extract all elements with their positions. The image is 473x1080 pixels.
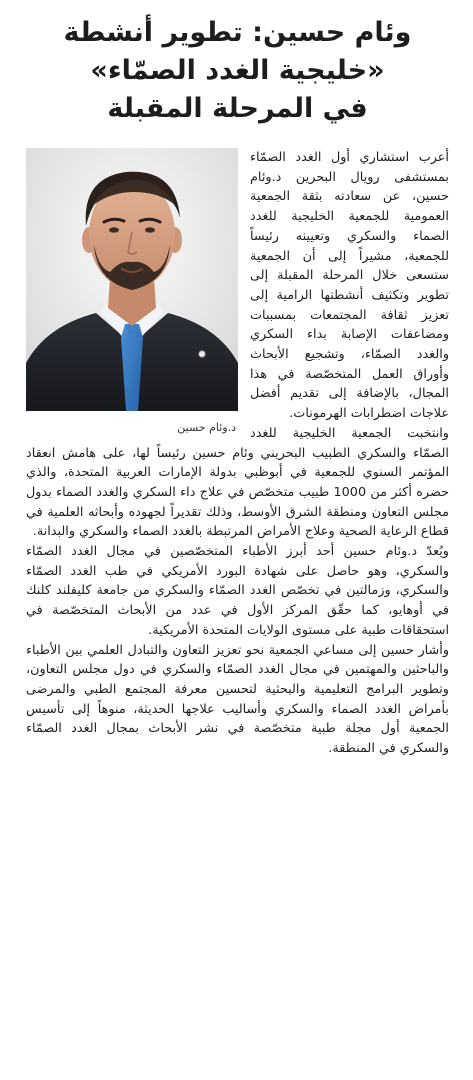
photo-caption: د.وئام حسين (177, 421, 236, 434)
headline-line-2: «خليجية الغدد الصمّاء» (90, 55, 385, 86)
paragraph-3: ويُعدّ د.وئام حسين أحد أبرز الأطباء المتخصّصين في مجال الغدد الصمّاء والسكري، وهو حاصل على شهادة البورد الأمريكي في طب الغدد الصمّاء والسكري، وزمالتين في تخصّص الغدد الصمّاء والسكري من جامعة كليفلند كلنك في أوهايو، كما حقّق المركز الأول في عدد من الأبحاث المتخصّصة في استحقاقات طبية على مستوى الولايات المتحدة الأمريكية. (26, 544, 449, 638)
headline-line-1: وئام حسين: تطوير أنشطة (63, 17, 412, 48)
portrait-illustration (26, 148, 238, 411)
article-body (26, 148, 449, 759)
portrait-photo (26, 148, 238, 411)
paragraph-1: أعرب استشاري أول الغدد الصمّاء بمستشفى رويال البحرين د.وئام حسين، عن سعادته بثقة الجمعية العمومية للجمعية الخليجية للغدد الصماء والسكري وتعيينه رئيساً للجمعية، مشيراً إلى أن الجمعية ستسعى خلال المرحلة المقبلة إلى تطوير وتكثيف أنشطتها الرامية إلى تعزيز ثقافة المجتمعات بمسببات ومضاعفات الإصابة بداء السكري والغدد الصمّاء، وتشجيع الأبحاث وأوراق العمل المتخصّصة في هذا المجال، بالإضافة إلى تقديم أفضل علاجات اضطرابات الهرمونات. (250, 150, 449, 422)
headline-line-3: في المرحلة المقبلة (107, 93, 368, 124)
article-headline (26, 14, 449, 128)
paragraph-4: وأشار حسين إلى مساعي الجمعية نحو تعزيز التعاون والتبادل العلمي بين الأطباء والباحثين والمهتمين في مجال الغدد الصمّاء والسكري في دول مجلس التعاون، وتطوير البرامج التعليمية والبحثية لتحسين معرفة المجتمع الطبي والمرضى بأمراض الغدد الصماء والسكري وأساليب علاجها الحديثة، منوهاً إلى تأسيس الجمعية أول مجلة طبية متخصّصة في نشر الأبحاث بمجال الغدد الصمّاء والسكري في المنطقة. (26, 642, 449, 757)
portrait-figure (26, 148, 238, 436)
paragraph-2: وانتخبت الجمعية الخليجية للغدد الصمّاء والسكري الطبيب البحريني وئام حسين رئيساً لها، على هامش انعقاد المؤتمر السنوي للجمعية في أبوظبي بدولة الإمارات العربية المتحدة، والذي حضره أكثر من 1000 طبيب متخصّص في علاج داء السكري والغدد الصماء بدول مجلس التعاون ومنطقة الشرق الأوسط، وذلك تقديراً لجهوده وأبحاثه العلمية في قطاع الرعاية الصحية وعلاج الأمراض المرتبطة بالغدد الصماء والسكري والبدانة. (26, 425, 449, 540)
